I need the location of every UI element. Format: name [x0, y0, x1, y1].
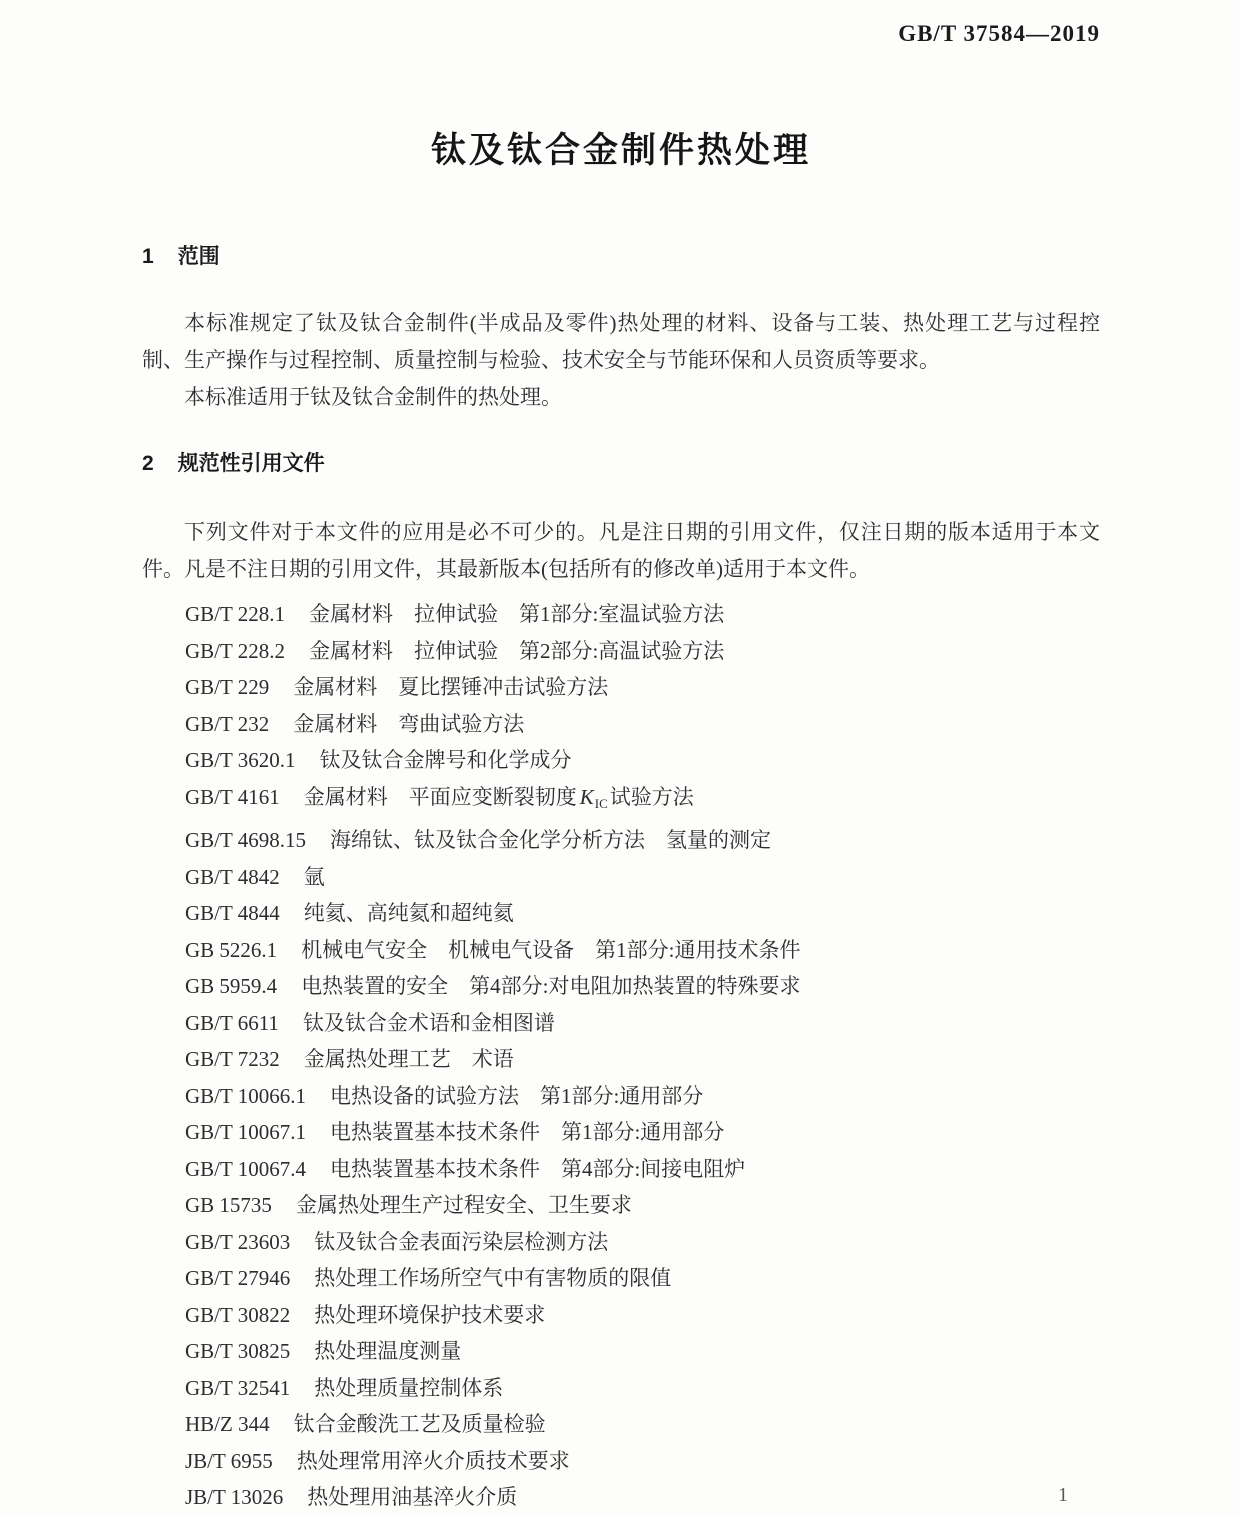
reference-title: 热处理常用淬火介质技术要求	[296, 1448, 570, 1473]
reference-code: GB/T 4161	[185, 784, 280, 809]
scope-paragraph-2: 本标准适用于钛及钛合金制件的热处理。	[184, 385, 562, 409]
reference-list	[142, 596, 1100, 1516]
k-subscript: IC	[594, 795, 608, 811]
reference-title: 纯氦、高纯氦和超纯氦	[303, 901, 514, 925]
document-title: 钛及钛合金制件热处理	[430, 131, 811, 170]
table-row	[185, 1151, 1100, 1188]
reference-title: 金属材料 夏比摆锤冲击试验方法	[293, 675, 609, 699]
page-number: 1	[1058, 1484, 1068, 1506]
reference-title	[304, 785, 694, 809]
table-row	[185, 822, 1100, 859]
section-1-title: 范围	[177, 245, 220, 268]
reference-title: 金属热处理生产过程安全、卫生要求	[295, 1193, 632, 1217]
table-row	[185, 1443, 1100, 1480]
reference-title: 电热装置基本技术条件 第1部分:通用部分	[329, 1120, 725, 1144]
reference-title: 热处理用油基淬火介质	[307, 1485, 518, 1509]
table-row	[185, 742, 1100, 779]
reference-title: 氩	[303, 864, 325, 889]
table-row	[185, 1187, 1100, 1224]
reference-title: 机械电气安全 机械电气设备 第1部分:通用技术条件	[301, 937, 801, 962]
table-row	[185, 895, 1100, 932]
reference-code: GB/T 7232	[185, 1047, 280, 1071]
table-row	[185, 1224, 1100, 1261]
reference-code: GB 15735	[185, 1193, 272, 1217]
section-2-number: 2	[142, 452, 154, 475]
reference-title: 钛及钛合金术语和金相图谱	[302, 1010, 555, 1035]
reference-code: JB/T 13026	[185, 1485, 284, 1509]
reference-title: 电热装置的安全 第4部分:对电阻加热装置的特殊要求	[301, 974, 801, 998]
section-1-body	[142, 305, 1100, 416]
reference-code: GB/T 232	[185, 711, 270, 736]
section-1-heading	[142, 243, 1100, 271]
reference-title: 电热装置基本技术条件 第4部分:间接电阻炉	[329, 1156, 746, 1181]
reference-code: GB/T 4698.15	[185, 828, 306, 852]
table-row	[185, 859, 1100, 896]
table-row	[185, 1260, 1100, 1297]
table-row	[185, 1297, 1100, 1334]
reference-code: GB/T 4842	[185, 864, 280, 889]
reference-code: GB/T 10066.1	[185, 1083, 306, 1108]
table-row	[185, 596, 1100, 633]
reference-title: 金属热处理工艺 术语	[303, 1047, 514, 1071]
reference-title: 海绵钛、钛及钛合金化学分析方法 氢量的测定	[329, 828, 771, 852]
reference-code: GB/T 27946	[185, 1266, 291, 1290]
table-row	[185, 779, 1100, 823]
reference-code: GB 5226.1	[185, 937, 278, 962]
reference-title: 热处理工作场所空气中有害物质的限值	[314, 1266, 672, 1290]
reference-code: GB/T 10067.4	[185, 1156, 306, 1181]
reference-code: GB/T 228.1	[185, 602, 285, 626]
reference-title: 金属材料 拉伸试验 第1部分:室温试验方法	[308, 602, 725, 626]
table-row	[185, 669, 1100, 706]
reference-code: GB 5959.4	[185, 974, 278, 998]
table-row	[185, 1041, 1100, 1078]
reference-code: GB/T 4844	[185, 901, 280, 925]
reference-code: HB/Z 344	[185, 1412, 270, 1436]
reference-code: GB/T 23603	[185, 1229, 291, 1254]
reference-code: GB/T 32541	[185, 1375, 291, 1400]
table-row	[185, 1005, 1100, 1042]
reference-title: 热处理质量控制体系	[314, 1375, 504, 1400]
section-2-heading	[142, 450, 1100, 478]
reference-code: GB/T 6611	[185, 1010, 279, 1035]
section-2-title: 规范性引用文件	[177, 452, 325, 475]
standard-number: GB/T 37584—2019	[898, 21, 1100, 46]
table-row	[185, 1406, 1100, 1443]
table-row	[185, 1078, 1100, 1115]
reference-code: GB/T 229	[185, 675, 270, 699]
reference-code: GB/T 10067.1	[185, 1120, 306, 1144]
reference-title: 金属材料 拉伸试验 第2部分:高温试验方法	[308, 638, 725, 663]
reference-title: 电热设备的试验方法 第1部分:通用部分	[329, 1083, 704, 1108]
reference-code: JB/T 6955	[185, 1448, 273, 1473]
reference-title: 金属材料 弯曲试验方法	[293, 711, 525, 736]
table-row	[185, 633, 1100, 670]
reference-title: 热处理环境保护技术要求	[314, 1302, 546, 1327]
reference-title: 钛合金酸洗工艺及质量检验	[293, 1412, 546, 1436]
reference-title: 钛及钛合金牌号和化学成分	[319, 748, 572, 772]
reference-code: GB/T 3620.1	[185, 748, 296, 772]
scope-paragraph-1: 本标准规定了钛及钛合金制件(半成品及零件)热处理的材料、设备与工装、热处理工艺与过程控制、生产操作与过程控制、质量控制与检验、技术安全与节能环保和人员资质等要求。	[142, 311, 1100, 372]
reference-title-pre: 金属材料 平面应变断裂韧度	[303, 784, 577, 809]
reference-code: GB/T 228.2	[185, 638, 285, 663]
k-symbol: K	[579, 784, 594, 809]
reference-code: GB/T 30825	[185, 1339, 291, 1363]
table-row	[185, 968, 1100, 1005]
table-row	[185, 1479, 1100, 1516]
table-row	[185, 706, 1100, 743]
section-1-number: 1	[142, 245, 154, 268]
normative-references-intro: 下列文件对于本文件的应用是必不可少的。凡是注日期的引用文件，仅注日期的版本适用于本文件。凡是不注日期的引用文件，其最新版本(包括所有的修改单)适用于本文件。	[142, 520, 1100, 581]
reference-title: 钛及钛合金表面污染层检测方法	[314, 1229, 609, 1254]
table-row	[185, 1114, 1100, 1151]
table-row	[185, 1370, 1100, 1407]
table-row	[185, 1333, 1100, 1370]
reference-title-post: 试验方法	[609, 784, 694, 809]
table-row	[185, 932, 1100, 969]
reference-title: 热处理温度测量	[314, 1339, 462, 1363]
reference-code: GB/T 30822	[185, 1302, 291, 1327]
